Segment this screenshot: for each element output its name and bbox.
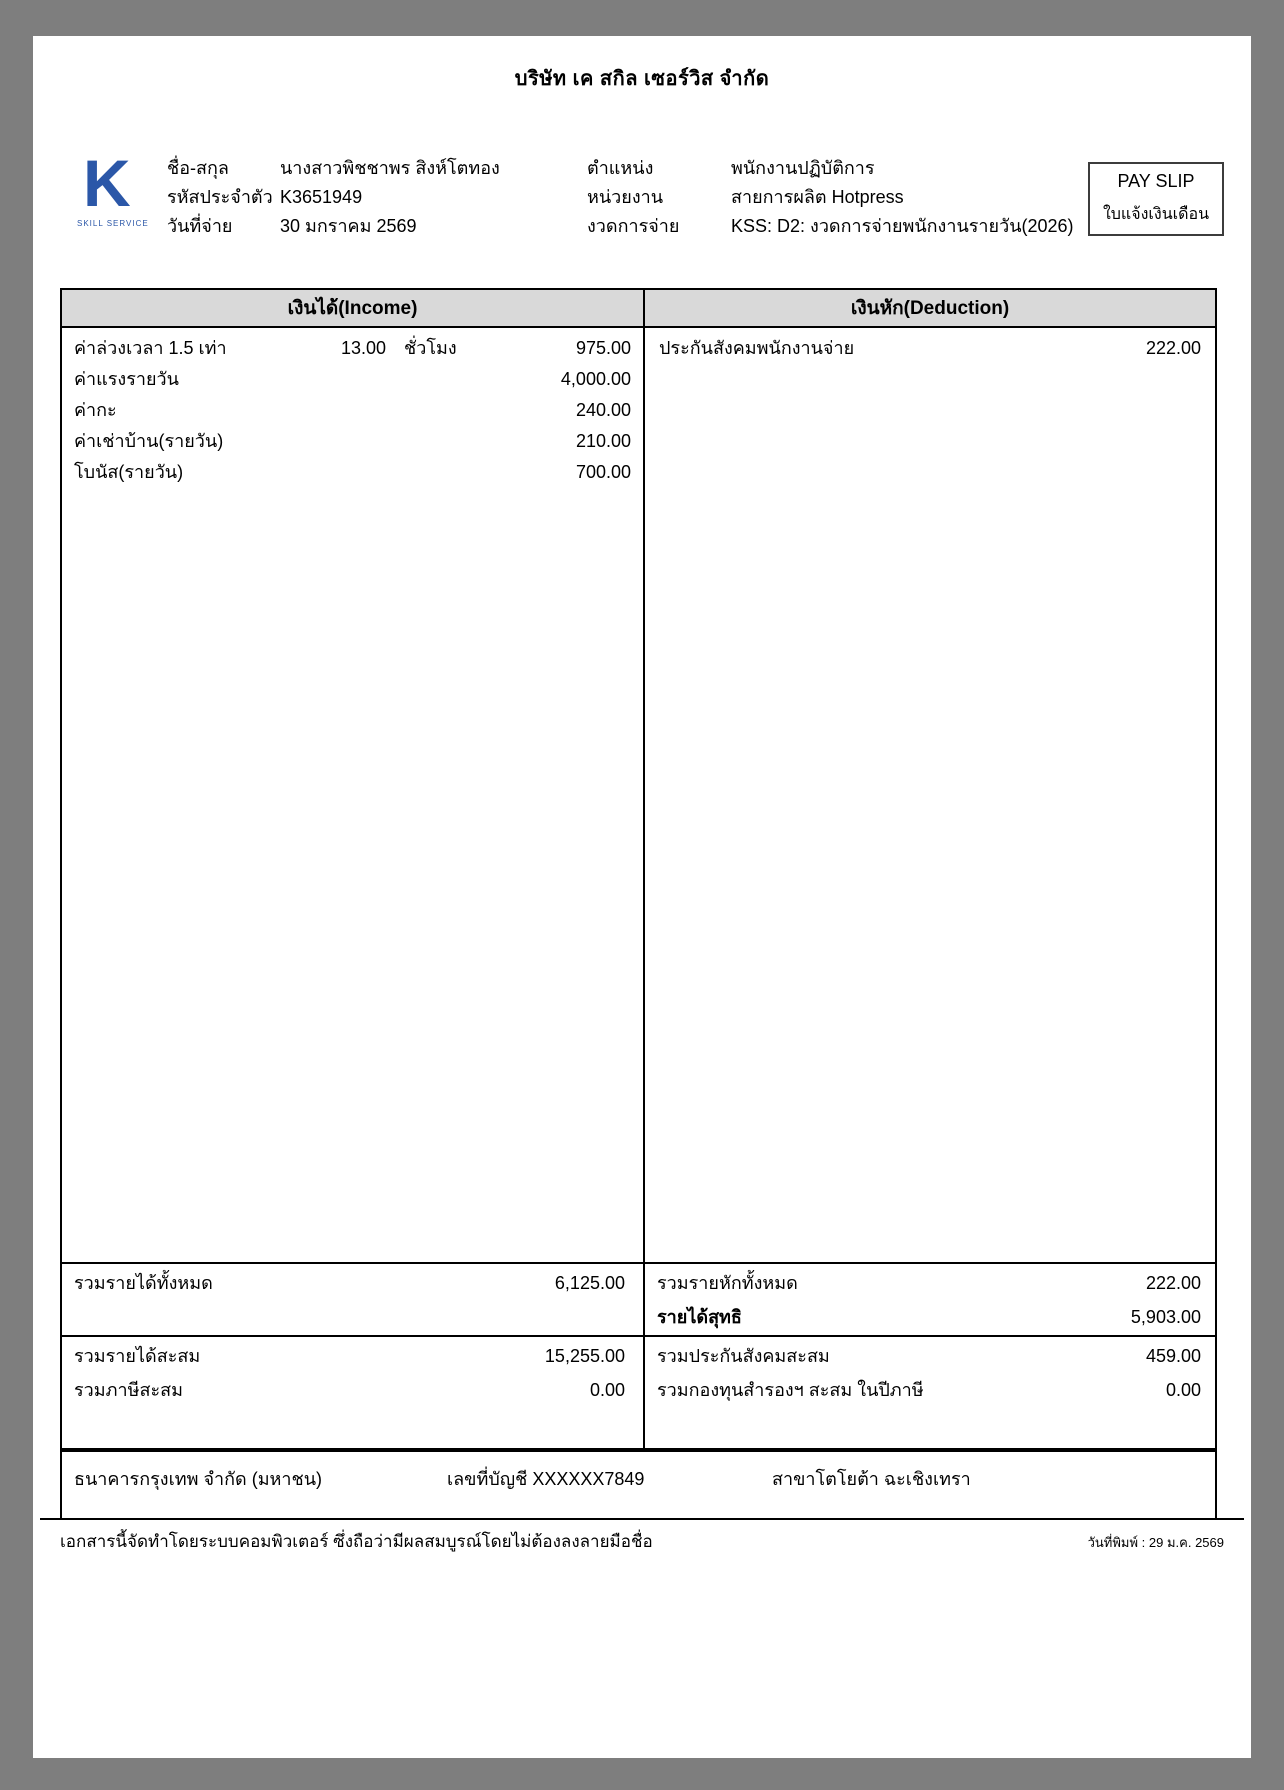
deduction-header: เงินหัก(Deduction) [645, 290, 1215, 326]
pay-period: KSS: D2: งวดการจ่ายพนักงานรายวัน(2026) [731, 216, 1074, 236]
total-deduction-amount: 222.00 [1145, 1273, 1201, 1293]
company-name: บริษัท เค สกิล เซอร์วิส จำกัด [514, 68, 770, 90]
accum-pvd-amount: 0.00 [1165, 1380, 1201, 1400]
income-row [62, 395, 643, 426]
bank-account-number: เลขที่บัญชี XXXXXX7849 [447, 1469, 645, 1489]
bank-name: ธนาคารกรุงเทพ จำกัด (มหาชน) [74, 1469, 323, 1489]
logo-subtitle: SKILL SERVICE [77, 219, 149, 228]
net-income-label: รายได้สุทธิ [657, 1307, 742, 1327]
logo-k-icon: K [83, 146, 131, 220]
deduction-label: ประกันสังคมพนักงานจ่าย [659, 338, 855, 358]
total-deduction-line [645, 1264, 1215, 1298]
net-income-line [645, 1298, 1215, 1332]
income-amount: 240.00 [575, 400, 631, 420]
accum-pvd-label: รวมกองทุนสำรองฯ สะสม ในปีภาษี [657, 1380, 924, 1400]
income-label: ค่าเช่าบ้าน(รายวัน) [74, 431, 224, 451]
bank-branch: สาขาโตโยต้า ฉะเชิงเทรา [772, 1469, 971, 1489]
employee-info-labels-right [587, 154, 679, 241]
print-date: วันที่พิมพ์ : 29 ม.ค. 2569 [1087, 1535, 1224, 1550]
deduction-amount: 222.00 [1145, 338, 1201, 358]
accum-income-line [62, 1337, 643, 1371]
employee-info-values-right [731, 154, 1101, 241]
income-amount: 975.00 [575, 338, 631, 358]
table-body [62, 328, 1215, 1262]
accum-income-label: รวมรายได้สะสม [74, 1346, 201, 1366]
position-label: ตำแหน่ง [587, 158, 654, 178]
income-header: เงินได้(Income) [62, 290, 645, 326]
deduction-row [645, 333, 1215, 364]
income-unit: ชั่วโมง [404, 338, 457, 358]
accum-income-amount: 15,255.00 [544, 1346, 625, 1366]
total-income-amount: 6,125.00 [554, 1273, 625, 1293]
income-qty: 13.00 [340, 338, 386, 358]
income-label: ค่าล่วงเวลา 1.5 เท่า [74, 338, 227, 358]
income-label: โบนัส(รายวัน) [74, 462, 184, 482]
income-amount: 4,000.00 [560, 369, 631, 389]
pay-date-label: วันที่จ่าย [167, 216, 233, 236]
payslip-table [60, 288, 1217, 1518]
totals-deduction-cell [645, 1264, 1215, 1335]
footer-note: เอกสารนี้จัดทำโดยระบบคอมพิวเตอร์ ซึ่งถือว่ามีผลสมบูรณ์โดยไม่ต้องลงลายมือชื่อ [60, 1532, 653, 1551]
payslip-title-th: ใบแจ้งเงินเดือน [1102, 206, 1210, 223]
employee-info-labels-left [167, 154, 273, 241]
total-deduction-label: รวมรายหักทั้งหมด [657, 1273, 798, 1293]
pay-date: 30 มกราคม 2569 [280, 216, 417, 236]
accum-sso-label: รวมประกันสังคมสะสม [657, 1346, 830, 1366]
accum-sso-line [645, 1337, 1215, 1371]
department: สายการผลิต Hotpress [731, 187, 904, 207]
accum-deduction-cell [645, 1337, 1215, 1448]
accum-tax-amount: 0.00 [589, 1380, 625, 1400]
position: พนักงานปฏิบัติการ [731, 158, 875, 178]
income-label: ค่ากะ [74, 400, 117, 420]
employee-info-values-left [280, 154, 500, 241]
payslip-page [33, 36, 1251, 1758]
income-row [62, 426, 643, 457]
bank-section [62, 1448, 1215, 1518]
payslip-title-en: PAY SLIP [1117, 171, 1195, 191]
table-header-row [62, 290, 1215, 328]
deduction-column [645, 328, 1215, 1262]
accum-tax-label: รวมภาษีสะสม [74, 1380, 183, 1400]
pay-period-label: งวดการจ่าย [587, 216, 680, 236]
income-label: ค่าแรงรายวัน [74, 369, 179, 389]
total-income-line [62, 1264, 643, 1298]
accum-tax-line [62, 1371, 643, 1405]
payslip-title-box [1088, 162, 1224, 236]
name-label: ชื่อ-สกุล [167, 158, 229, 178]
accum-income-cell [62, 1337, 645, 1448]
totals-income-cell [62, 1264, 645, 1335]
total-income-label: รวมรายได้ทั้งหมด [74, 1273, 213, 1293]
employee-id-label: รหัสประจำตัว [167, 187, 273, 207]
net-income-amount: 5,903.00 [1130, 1307, 1201, 1327]
footer-divider [40, 1518, 1244, 1520]
department-label: หน่วยงาน [587, 187, 664, 207]
income-row [62, 364, 643, 395]
accum-pvd-line [645, 1371, 1215, 1405]
income-amount: 210.00 [575, 431, 631, 451]
totals-section-current [62, 1262, 1215, 1335]
income-row [62, 457, 643, 488]
employee-name: นางสาวพิชชาพร สิงห์โตทอง [280, 158, 500, 178]
accum-sso-amount: 459.00 [1145, 1346, 1201, 1366]
footer [60, 1528, 1224, 1555]
income-row [62, 333, 643, 364]
income-amount: 700.00 [575, 462, 631, 482]
totals-section-accumulated [62, 1335, 1215, 1448]
employee-id: K3651949 [280, 187, 363, 207]
income-column [62, 328, 645, 1262]
